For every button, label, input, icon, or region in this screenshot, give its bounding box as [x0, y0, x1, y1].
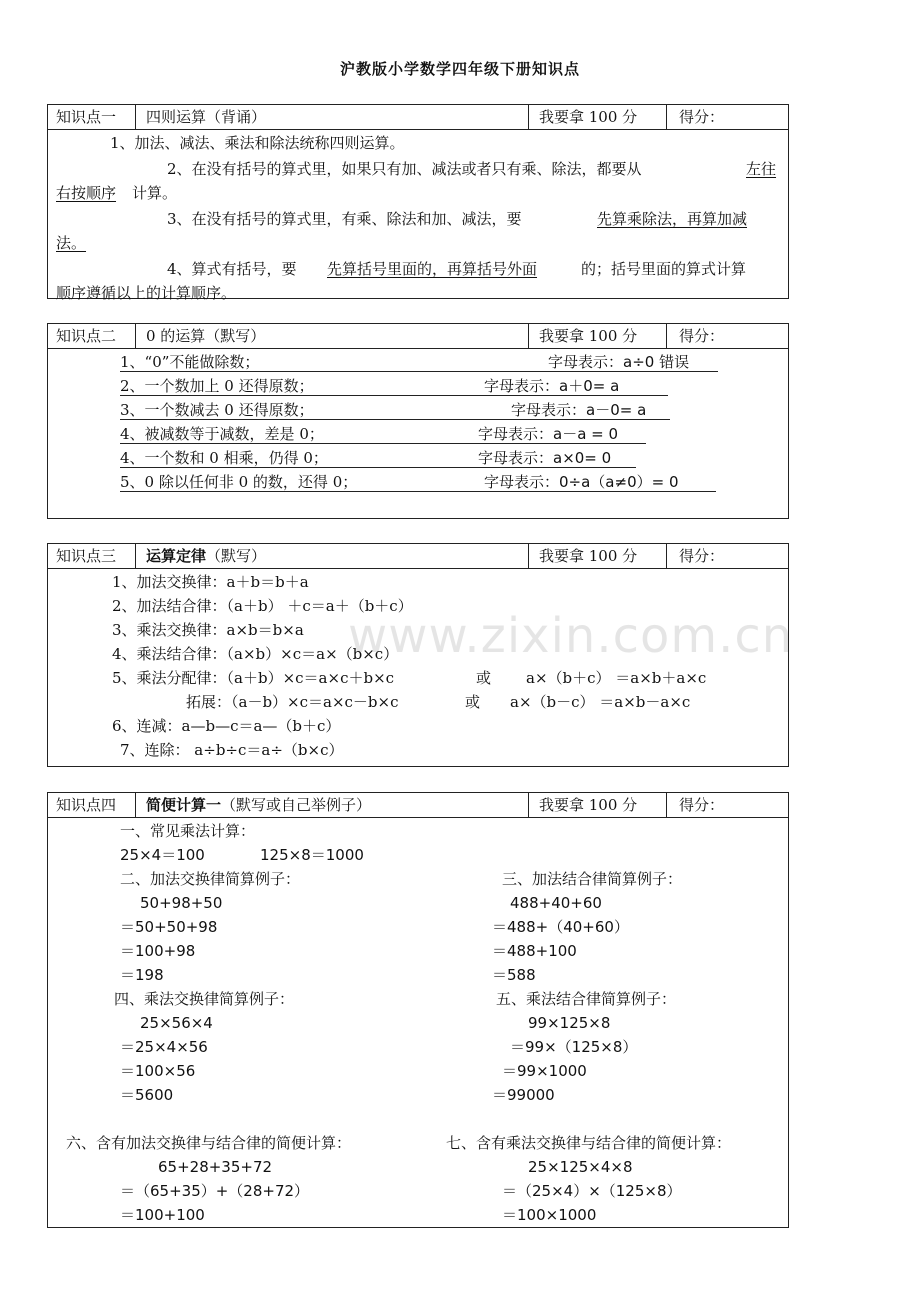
text-line: 法。 — [56, 234, 87, 252]
score-field[interactable]: 得分： — [679, 108, 725, 126]
text-line: 4、算式有括号，要 — [167, 260, 297, 278]
rule-text: 1、“0”不能做除数； — [120, 353, 260, 371]
rule-text: 4、一个数和 0 相乘，仍得 0； — [120, 449, 328, 467]
law-line: 2、加法结合律：（a＋b） ＋c＝a＋（b＋c） — [112, 597, 413, 615]
law-connector: 或 — [465, 693, 481, 711]
example-line: 25×56×4 — [140, 1014, 213, 1032]
example-heading: 七、含有乘法交换律与结合律的简便计算： — [446, 1134, 732, 1152]
example-heading: 四、乘法交换律简算例子： — [114, 990, 295, 1008]
text-line: 先算乘除法，再算加减 — [597, 210, 748, 228]
example-heading: 一、常见乘法计算： — [120, 822, 256, 840]
example-line: ＝100×56 — [120, 1062, 196, 1080]
law-line: a×（b＋c） ＝a×b＋a×c — [526, 669, 707, 687]
section-topic — [136, 793, 529, 817]
section-topic: 0 的运算（默写） — [136, 324, 529, 348]
example-heading: 三、加法结合律简算例子： — [502, 870, 683, 888]
topic-rest: （默写） — [206, 547, 267, 565]
rule-formula: 字母表示：a＋0= a — [484, 377, 620, 395]
text-line: 的；括号里面的算式计算 — [581, 260, 747, 278]
section-topic: 四则运算（背诵） — [136, 105, 529, 129]
topic-bold: 运算定律 — [146, 547, 207, 565]
example-line: ＝488+（40+60） — [492, 918, 629, 936]
score-field[interactable]: 得分： — [679, 547, 725, 565]
law-line: 拓展：（a－b）×c＝a×c－b×c — [186, 693, 399, 711]
section-1-header — [48, 105, 788, 130]
text-line: 顺序遵循以上的计算顺序。 — [56, 284, 237, 302]
example-line: 65+28+35+72 — [158, 1158, 273, 1176]
section-2-header — [48, 324, 788, 349]
law-line: 5、乘法分配律：（a＋b）×c＝a×c＋b×c — [112, 669, 395, 687]
example-line: 99×125×8 — [528, 1014, 611, 1032]
topic-rest: （默写或自己举例子） — [221, 796, 372, 814]
law-line: 1、加法交换律：a＋b＝b＋a — [112, 573, 309, 591]
example-line: ＝5600 — [120, 1086, 174, 1104]
text-line: 2、在没有括号的算式里，如果只有加、减法或者只有乘、除法，都要从 — [167, 160, 642, 178]
rule-formula: 字母表示：a÷0 错误 — [548, 353, 690, 371]
text-line: 3、在没有括号的算式里，有乘、除法和加、减法，要 — [167, 210, 522, 228]
example-line: ＝100×1000 — [502, 1206, 597, 1224]
example-line: 125×8＝1000 — [260, 846, 364, 864]
page-title: 沪教版小学数学四年级下册知识点 — [339, 60, 580, 78]
score-field[interactable]: 得分： — [679, 327, 725, 345]
text-line: 右按顺序 — [56, 184, 117, 202]
watermark: www.zixin.com.cn — [348, 608, 794, 664]
target-score: 我要拿 100 分 — [529, 544, 667, 568]
section-1 — [47, 104, 789, 302]
example-line: 25×4＝100 — [120, 846, 205, 864]
law-line: 4、乘法结合律：（a×b）×c＝a×（b×c） — [112, 645, 399, 663]
rule-formula: 字母表示：0÷a（a≠0）= 0 — [484, 473, 679, 491]
underline — [120, 443, 646, 444]
rule-text: 5、0 除以任何非 0 的数，还得 0； — [120, 473, 358, 491]
underline — [120, 395, 668, 396]
example-heading: 六、含有加法交换律与结合律的简便计算： — [66, 1134, 352, 1152]
example-line: 25×125×4×8 — [528, 1158, 633, 1176]
law-line: a×（b－c） ＝a×b－a×c — [510, 693, 691, 711]
example-line: ＝99×1000 — [502, 1062, 587, 1080]
example-line: ＝（65+35）+（28+72） — [120, 1182, 310, 1200]
law-line: 6、连减：a—b—c＝a—（b＋c） — [112, 717, 341, 735]
rule-text: 2、一个数加上 0 还得原数； — [120, 377, 314, 395]
example-line: ＝198 — [120, 966, 164, 984]
example-line: ＝（25×4）×（125×8） — [502, 1182, 682, 1200]
section-label: 知识点三 — [48, 544, 136, 568]
section-2 — [47, 323, 789, 519]
underline — [120, 419, 670, 420]
example-line: 488+40+60 — [510, 894, 602, 912]
section-label: 知识点一 — [48, 105, 136, 129]
section-4-header — [48, 793, 788, 818]
section-3-header — [48, 544, 788, 569]
rule-formula: 字母表示：a×0= 0 — [478, 449, 612, 467]
example-line: ＝100+100 — [120, 1206, 205, 1224]
law-line: 3、乘法交换律：a×b＝b×a — [112, 621, 304, 639]
example-heading: 二、加法交换律简算例子： — [120, 870, 301, 888]
text-line: 左往 — [746, 160, 777, 178]
example-line: ＝588 — [492, 966, 536, 984]
example-line: ＝99×（125×8） — [510, 1038, 638, 1056]
underline — [120, 467, 636, 468]
example-line: ＝50+50+98 — [120, 918, 218, 936]
target-score: 我要拿 100 分 — [529, 793, 667, 817]
rule-formula: 字母表示：a－0= a — [511, 401, 647, 419]
example-heading: 五、乘法结合律简算例子： — [496, 990, 677, 1008]
underline — [120, 491, 716, 492]
target-score: 我要拿 100 分 — [529, 324, 667, 348]
topic-bold: 简便计算一 — [146, 796, 222, 814]
score-field[interactable]: 得分： — [679, 796, 725, 814]
underline — [120, 371, 718, 372]
example-line: 50+98+50 — [140, 894, 223, 912]
example-line: ＝488+100 — [492, 942, 577, 960]
section-label: 知识点四 — [48, 793, 136, 817]
section-topic — [136, 544, 529, 568]
law-line: 7、连除： a÷b÷c＝a÷（b×c） — [120, 741, 344, 759]
section-4 — [47, 792, 789, 1228]
text-line: 1、加法、减法、乘法和除法统称四则运算。 — [110, 134, 405, 152]
law-connector: 或 — [476, 669, 492, 687]
rule-text: 4、被减数等于减数，差是 0； — [120, 425, 324, 443]
target-score: 我要拿 100 分 — [529, 105, 667, 129]
example-line: ＝100+98 — [120, 942, 196, 960]
example-line: ＝25×4×56 — [120, 1038, 208, 1056]
text-line: 计算。 — [132, 184, 178, 202]
text-line: 先算括号里面的，再算括号外面 — [327, 260, 538, 278]
rule-formula: 字母表示：a－a = 0 — [478, 425, 619, 443]
section-label: 知识点二 — [48, 324, 136, 348]
rule-text: 3、一个数减去 0 还得原数； — [120, 401, 314, 419]
example-line: ＝99000 — [492, 1086, 555, 1104]
